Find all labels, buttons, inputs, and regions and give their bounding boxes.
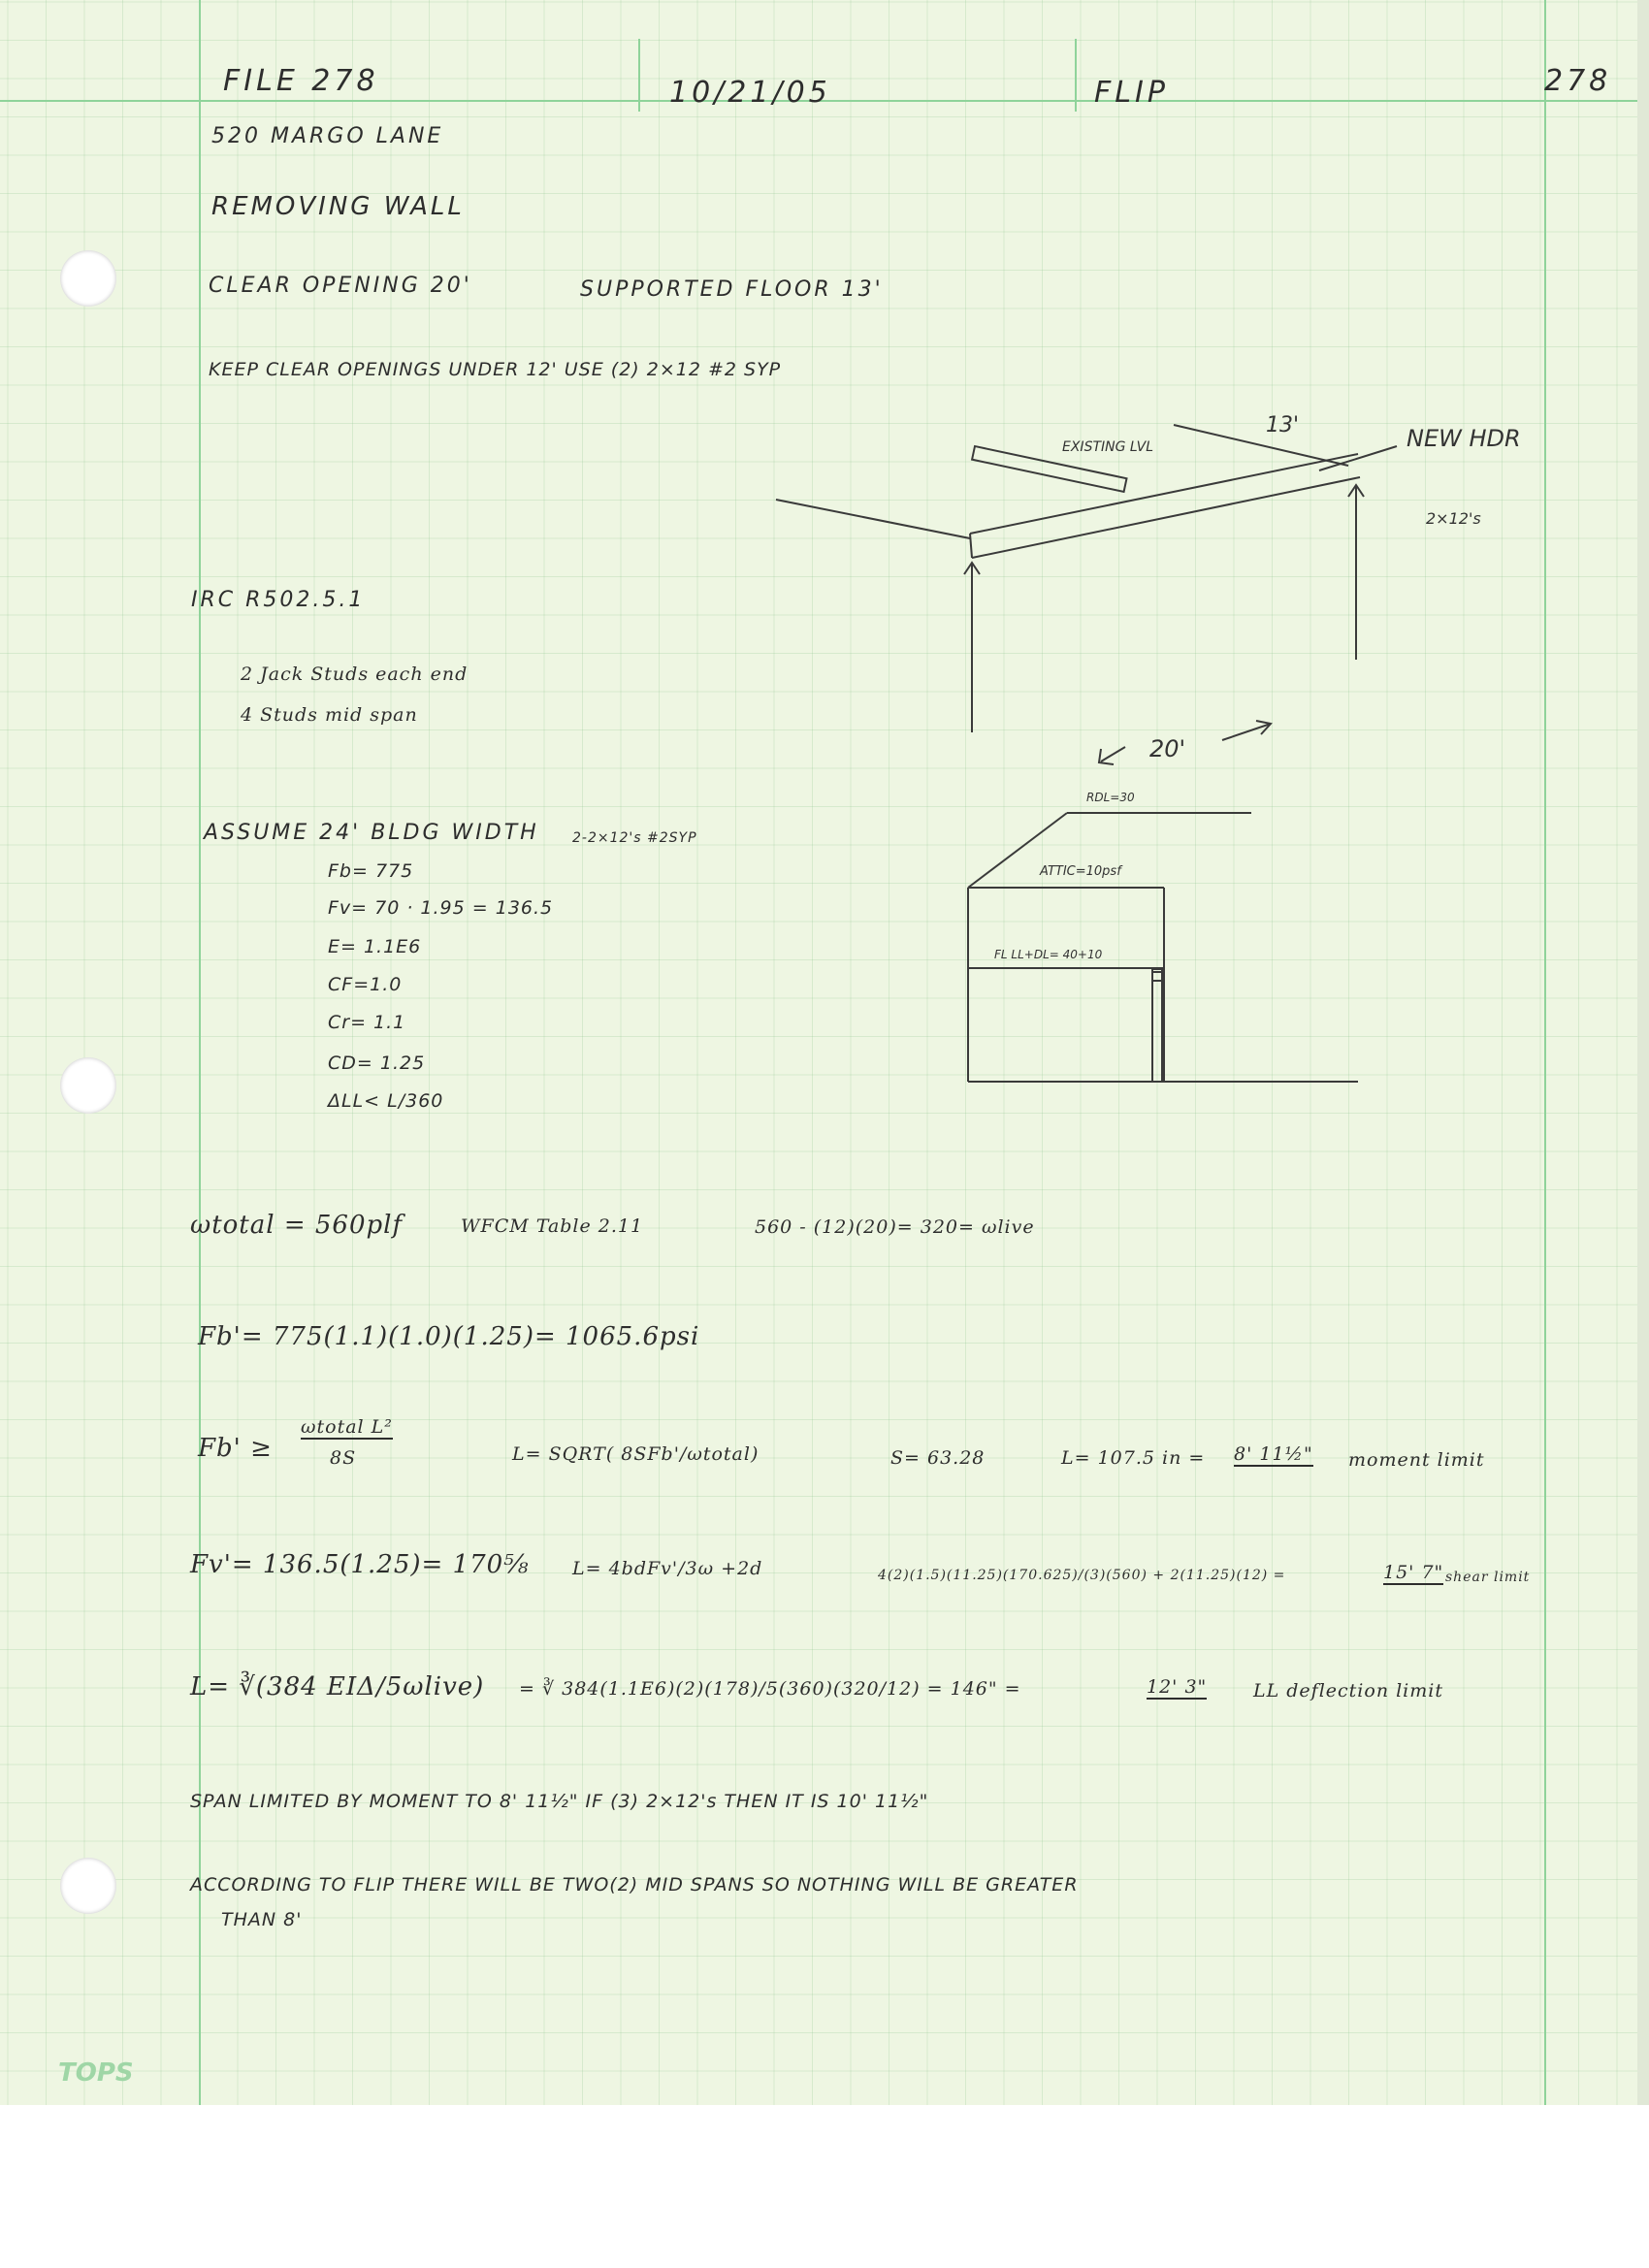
beam-section [1152,969,1162,981]
assume-width: ASSUME 24' BLDG WIDTH [204,821,539,845]
new-hdr-top [970,454,1358,534]
mid-support-post [1152,972,1162,1082]
new-hdr-size-label: 2×12's [1426,509,1481,528]
wfcm-reference: WFCM Table 2.11 [461,1215,644,1237]
moment-length-feet: 8' 11½" [1234,1443,1313,1465]
binder-hole-top [60,250,116,307]
fb-value: Fb= 775 [328,860,414,882]
keep-openings: KEEP CLEAR OPENINGS UNDER 12' USE (2) 2×12 #2 SYP [209,359,782,380]
mid-span-studs-note: 4 Studs mid span [241,704,418,726]
fb-inequality: Fb' ≥ [198,1434,273,1463]
irc-reference: IRC R502.5.1 [191,588,366,612]
moment-length: L= 107.5 in = [1061,1447,1206,1469]
fb-inequality-denominator: 8S [330,1447,357,1469]
tops-logo: TOPS [58,2058,134,2088]
binder-hole-bottom [60,1858,116,1914]
deflection-limit-label: LL deflection limit [1253,1680,1443,1701]
span-20-label: 20' [1149,735,1186,762]
fv-value: Fv= 70 · 1.95 = 136.5 [328,897,554,919]
clear-opening: CLEAR OPENING 20' [209,274,472,298]
shear-limit-label: shear limit [1445,1570,1531,1585]
shear-length-feet: 15' 7" [1383,1562,1444,1583]
e-value: E= 1.1E6 [328,936,422,957]
hdr-leader [1319,446,1397,470]
flip-conclusion-line-1: ACCORDING TO FLIP THERE WILL BE TWO(2) MID SPANS SO NOTHING WILL BE GREATER [190,1874,1079,1895]
cf-value: CF=1.0 [328,974,403,995]
assume-members: 2-2×12's #2SYP [572,830,697,846]
right-margin-line [1544,0,1546,2105]
deflection-criterion: ΔLL< L/360 [328,1090,444,1112]
shear-calculation: 4(2)(1.5)(11.25)(170.625)/(3)(560) + 2(11.25)(12) = [878,1568,1286,1583]
fv-prime: Fv'= 136.5(1.25)= 170⅝ [190,1550,530,1579]
new-hdr-label: NEW HDR [1406,425,1521,452]
deflection-length-formula: L= ∛(384 EIΔ/5ωlive) [190,1672,485,1701]
framing-sketch [766,398,1533,1096]
fb-prime: Fb'= 775(1.1)(1.0)(1.25)= 1065.6psi [198,1322,700,1351]
w-live: 560 - (12)(20)= 320= ωlive [755,1216,1035,1238]
page-number: 278 [1544,64,1612,98]
binder-hole-middle [60,1057,116,1114]
span-20-arrow-left-head [1099,749,1114,764]
floor-load-label: FL LL+DL= 40+10 [994,948,1103,961]
w-total: ωtotal = 560plf [190,1211,404,1240]
new-hdr-bottom [972,477,1360,558]
cr-value: Cr= 1.1 [328,1012,406,1033]
flip-conclusion-line-2: THAN 8' [221,1909,303,1930]
fb-inequality-numerator: ωtotal L² [301,1416,393,1438]
deflection-calculation: = ∛ 384(1.1E6)(2)(178)/5(360)(320/12) = 146" = [519,1678,1021,1700]
sketch-edge-left [776,500,970,538]
scan-edge [1637,0,1649,2105]
jack-studs-note: 2 Jack Studs each end [241,664,469,685]
shear-length-formula: L= 4bdFv'/3ω +2d [572,1558,763,1579]
section-modulus: S= 63.28 [890,1447,986,1469]
cd-value: CD= 1.25 [328,1053,426,1074]
span-13-label: 13' [1266,413,1300,437]
attic-label: ATTIC=10psf [1040,864,1121,879]
date: 10/21/05 [669,76,831,110]
moment-length-formula: L= SQRT( 8SFb'/ωtotal) [512,1443,760,1465]
deflection-length-feet: 12' 3" [1147,1676,1208,1698]
rdl-label: RDL=30 [1086,791,1135,804]
existing-lvl-label: EXISTING LVL [1062,439,1154,455]
span-conclusion: SPAN LIMITED BY MOMENT TO 8' 11½" IF (3) 2×12's THEN IT IS 10' 11½" [190,1791,929,1812]
supported-floor: SUPPORTED FLOOR 13' [580,277,884,302]
subject: FLIP [1094,76,1169,110]
span-20-arrow-left [1101,747,1125,761]
new-hdr-left-end [970,534,972,558]
moment-limit-label: moment limit [1348,1449,1485,1471]
span-13-dimension [1174,425,1348,466]
task: REMOVING WALL [211,192,465,221]
left-margin-line [199,0,201,2105]
file-label: FILE 278 [223,64,379,98]
address: 520 MARGO LANE [211,124,444,148]
